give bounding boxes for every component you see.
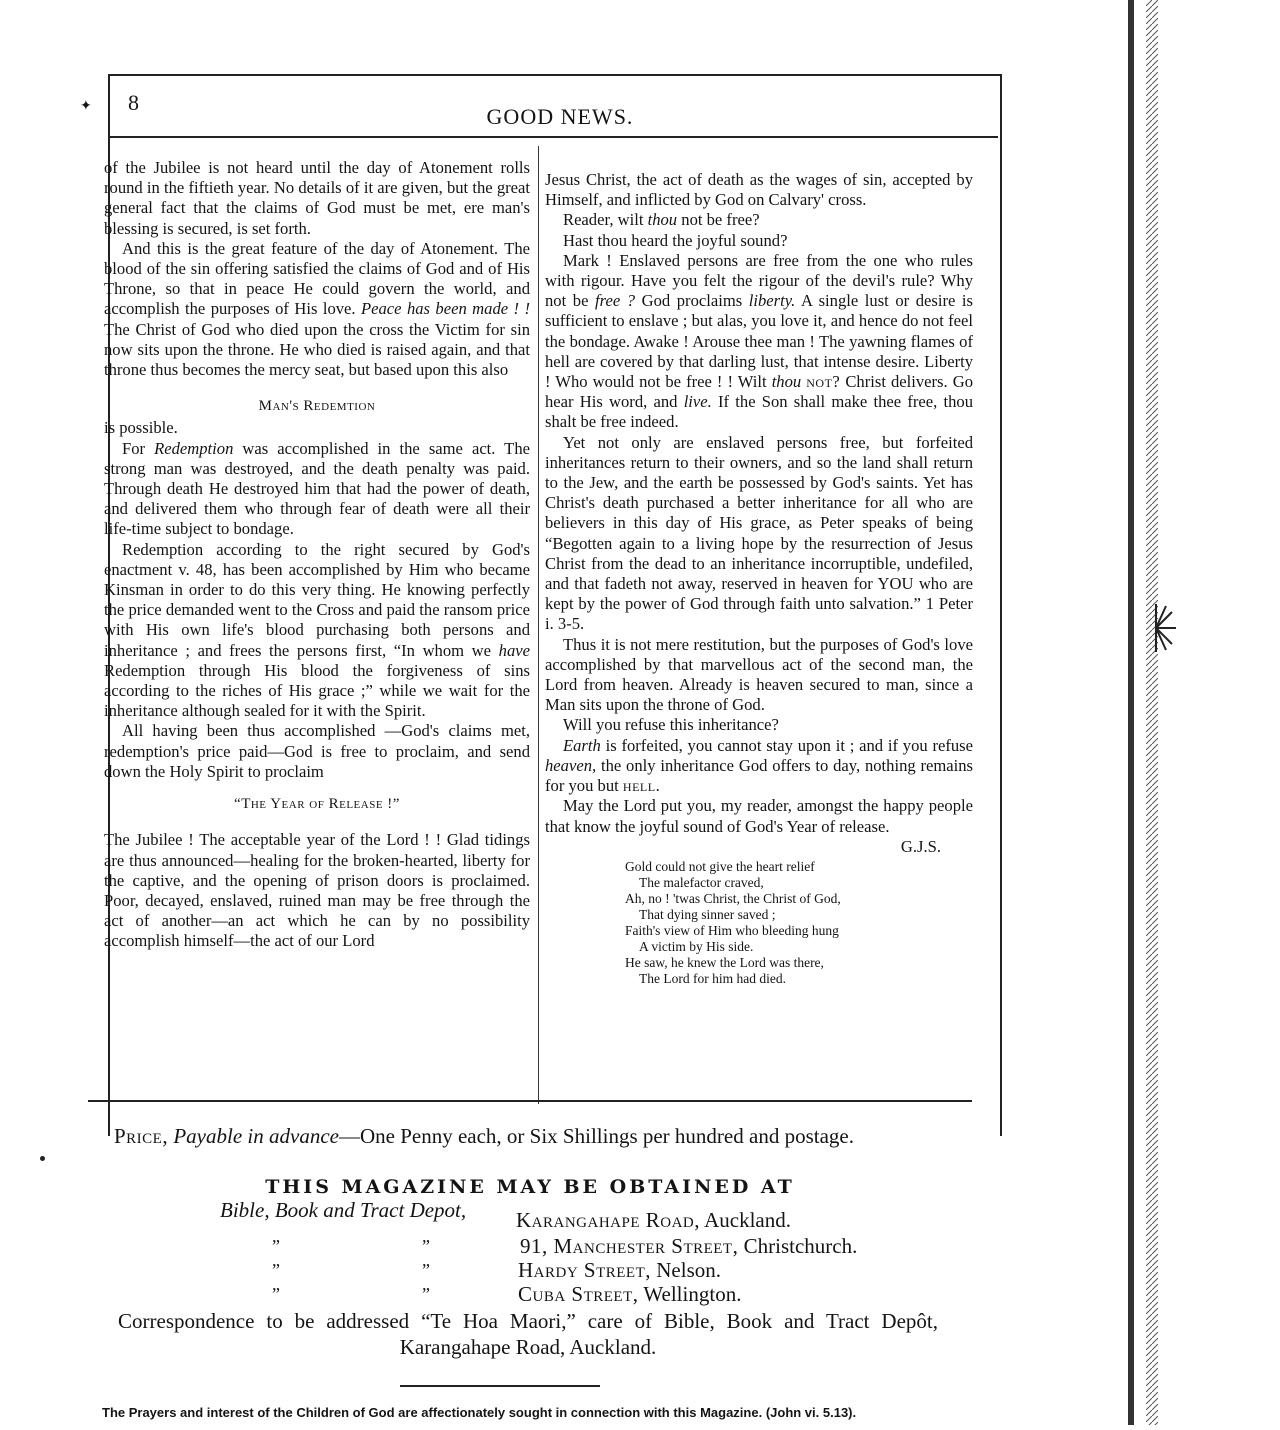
poem-line: Gold could not give the heart relief [625, 858, 815, 874]
right-paragraph-1: Jesus Christ, the act of death as the wages of sin, accepted by Himself, and inflicted by God on Calvary' cross. [545, 170, 973, 210]
left-paragraph-2: And this is the great feature of the day of Atonement. The blood of the sin offering satisfied the claims of God and of His Throne, so that in peace He could govern the world, and accomplish the purposes of His love. Peace has been made ! ! The Christ of God who died upon the cross the Victim for sin now sits upon the throne. He who died is raised again, and that throne thus becomes the mercy seat, but based upon this also [104, 238, 531, 380]
author-signature: G.J.S. [900, 836, 941, 856]
price-line: Price, Payable in advance—One Penny each, or Six Shillings per hundred and postage. [114, 1124, 854, 1148]
left-paragraph-7: The Jubilee ! The acceptable year of the Lord ! ! Glad tidings are thus announced—healing for the broken-hearted, liberty for the captive, and the opening of prison doors is proclaimed. Poor, decayed, enslaved, ruined man may be free through the act of another—an act which he can by no possibility accomplish himself—the act of our Lord [104, 830, 530, 951]
correspondence-note: Correspondence to be addressed “Te Hoa Maori,” care of Bible, Book and Tract Depôt, Karangahape Road, Auckland. [118, 1309, 938, 1359]
right-paragraph-7: Will you refuse this inheritance? [563, 715, 779, 735]
right-paragraph-5: Yet not only are enslaved persons free, but forfeited inheritances return to their owners, and so the land shall return to the Jew, and the earth be possessed by God's saints. Yet has Christ's death purchased a better inheritance for all who are believers in this day of His grace, as Peter speaks of being “Begotten again to a living hope by the resurrection of Jesus Christ from the dead to an inheritance incorruptible, undefiled, and that fadeth not away, reserved in heaven for YOU who are kept by the power of God through faith unto salvation.” 1 Peter i. 3-5. [545, 432, 973, 634]
address-line: Karangahape Road, Auckland. [516, 1208, 792, 1232]
address-line: Cuba Street, Wellington. [518, 1282, 742, 1306]
section-heading-release: “The Year of Release !” [234, 796, 400, 813]
right-paragraph-4: Mark ! Enslaved persons are free from the one who rules with rigour. Have you felt the rigour of the devil's rule? Why not be free ? God proclaims liberty. A single lust or desire is sufficient to enslave ; but alas, you love it, and hence do not feel the bondage. Awake ! Arouse thee man ! The yawning flames of hell are covered by that darling lust, that intense desire. Liberty ! Who would not be free ! ! Wilt thou not? Christ delivers. Go hear His word, and live. If the Son shall make thee free, thou shalt be free indeed. [545, 250, 973, 432]
poem [625, 859, 973, 987]
poem-line: Ah, no ! 'twas Christ, the Christ of God, [625, 890, 841, 906]
ditto-mark: ” [422, 1284, 430, 1304]
right-paragraph-3: Hast thou heard the joyful sound? [563, 230, 788, 250]
scan-speck-icon: ✦ [80, 99, 92, 114]
ditto-mark: ” [272, 1236, 280, 1256]
left-paragraph-3: is possible. [104, 418, 178, 438]
masthead-title: GOOD NEWS. [486, 104, 634, 129]
poem-line: Faith's view of Him who bleeding hung [625, 922, 839, 938]
address-line: Hardy Street, Nelson. [518, 1258, 722, 1282]
right-paragraph-2: Reader, wilt thou not be free? [563, 210, 760, 230]
poem-line: That dying sinner saved ; [639, 906, 776, 922]
left-paragraph-1: of the Jubilee is not heard until the day of Atonement rolls round in the fiftieth year. No details of it are given, but the great general fact that the claims of God must be met, ere man's blessing is secured, is set forth. [104, 158, 530, 238]
poem-line: The malefactor craved, [639, 874, 764, 890]
left-paragraph-4: For Redemption was accomplished in the same act. The strong man was destroyed, and the death penalty was paid. Through death He destroyed him that had the power of death, and delivered them who through fear of death were all their life-time subject to bondage. [104, 438, 530, 539]
section-heading-redemption: Man's Redemtion [258, 398, 376, 415]
ditto-mark: ” [422, 1260, 430, 1280]
left-column [104, 158, 530, 952]
scan-edge-border [1128, 0, 1158, 1425]
prayers-note: The Prayers and interest of the Children of God are affectionately sought in connection with this Magazine. (John vi. 5.13). [102, 1405, 857, 1420]
scan-dot [40, 1156, 45, 1161]
right-paragraph-9: May the Lord put you, my reader, amongst the happy people that know the joyful sound of God's Year of release. [545, 796, 973, 836]
right-paragraph-6: Thus it is not mere restitution, but the purposes of God's love accomplished by that marvellous act of the second man, the Lord from heaven. Already is heaven secured to man, since a Man sits upon the throne of God. [545, 634, 973, 715]
page-number: 8 [128, 90, 139, 115]
header-rule [108, 136, 998, 138]
left-paragraph-5: Redemption according to the right secured by God's enactment v. 48, has been accomplished by Him who became Kinsman in order to do this very thing. He knowing perfectly the price demanded went to the Cross and paid the ransom price with His own life's blood purchasing both persons and inheritance ; and frees the persons first, “In whom we have Redemption through His blood the forgiveness of sins according to the riches of His grace ;” while we wait for the inheritance although sealed for it with the Spirit. [104, 539, 530, 721]
sunburst-ornament-icon [1136, 598, 1176, 658]
poem-line: The Lord for him had died. [639, 970, 786, 986]
right-column [545, 170, 973, 987]
column-divider [538, 146, 539, 1104]
ornamental-rule [400, 1385, 600, 1387]
bottom-rule [88, 1100, 972, 1102]
depot-name: Bible, Book and Tract Depot, [220, 1198, 467, 1222]
scan-edge-pattern-icon [1128, 0, 1158, 1425]
obtain-heading: THIS MAGAZINE MAY BE OBTAINED AT [265, 1176, 795, 1198]
poem-line: He saw, he knew the Lord was there, [625, 954, 824, 970]
address-line: 91, Manchester Street, Christchurch. [520, 1234, 858, 1258]
left-paragraph-6: All having been thus accomplished —God's claims met, redemption's price paid—God is free to proclaim, and send down the Holy Spirit to proclaim [104, 721, 530, 781]
ditto-mark: ” [422, 1236, 430, 1256]
ditto-mark: ” [272, 1284, 280, 1304]
ditto-mark: ” [272, 1260, 280, 1280]
poem-line: A victim by His side. [639, 938, 754, 954]
right-paragraph-8: Earth is forfeited, you cannot stay upon it ; and if you refuse heaven, the only inheritance God offers to day, nothing remains for you but hell. [545, 735, 974, 796]
